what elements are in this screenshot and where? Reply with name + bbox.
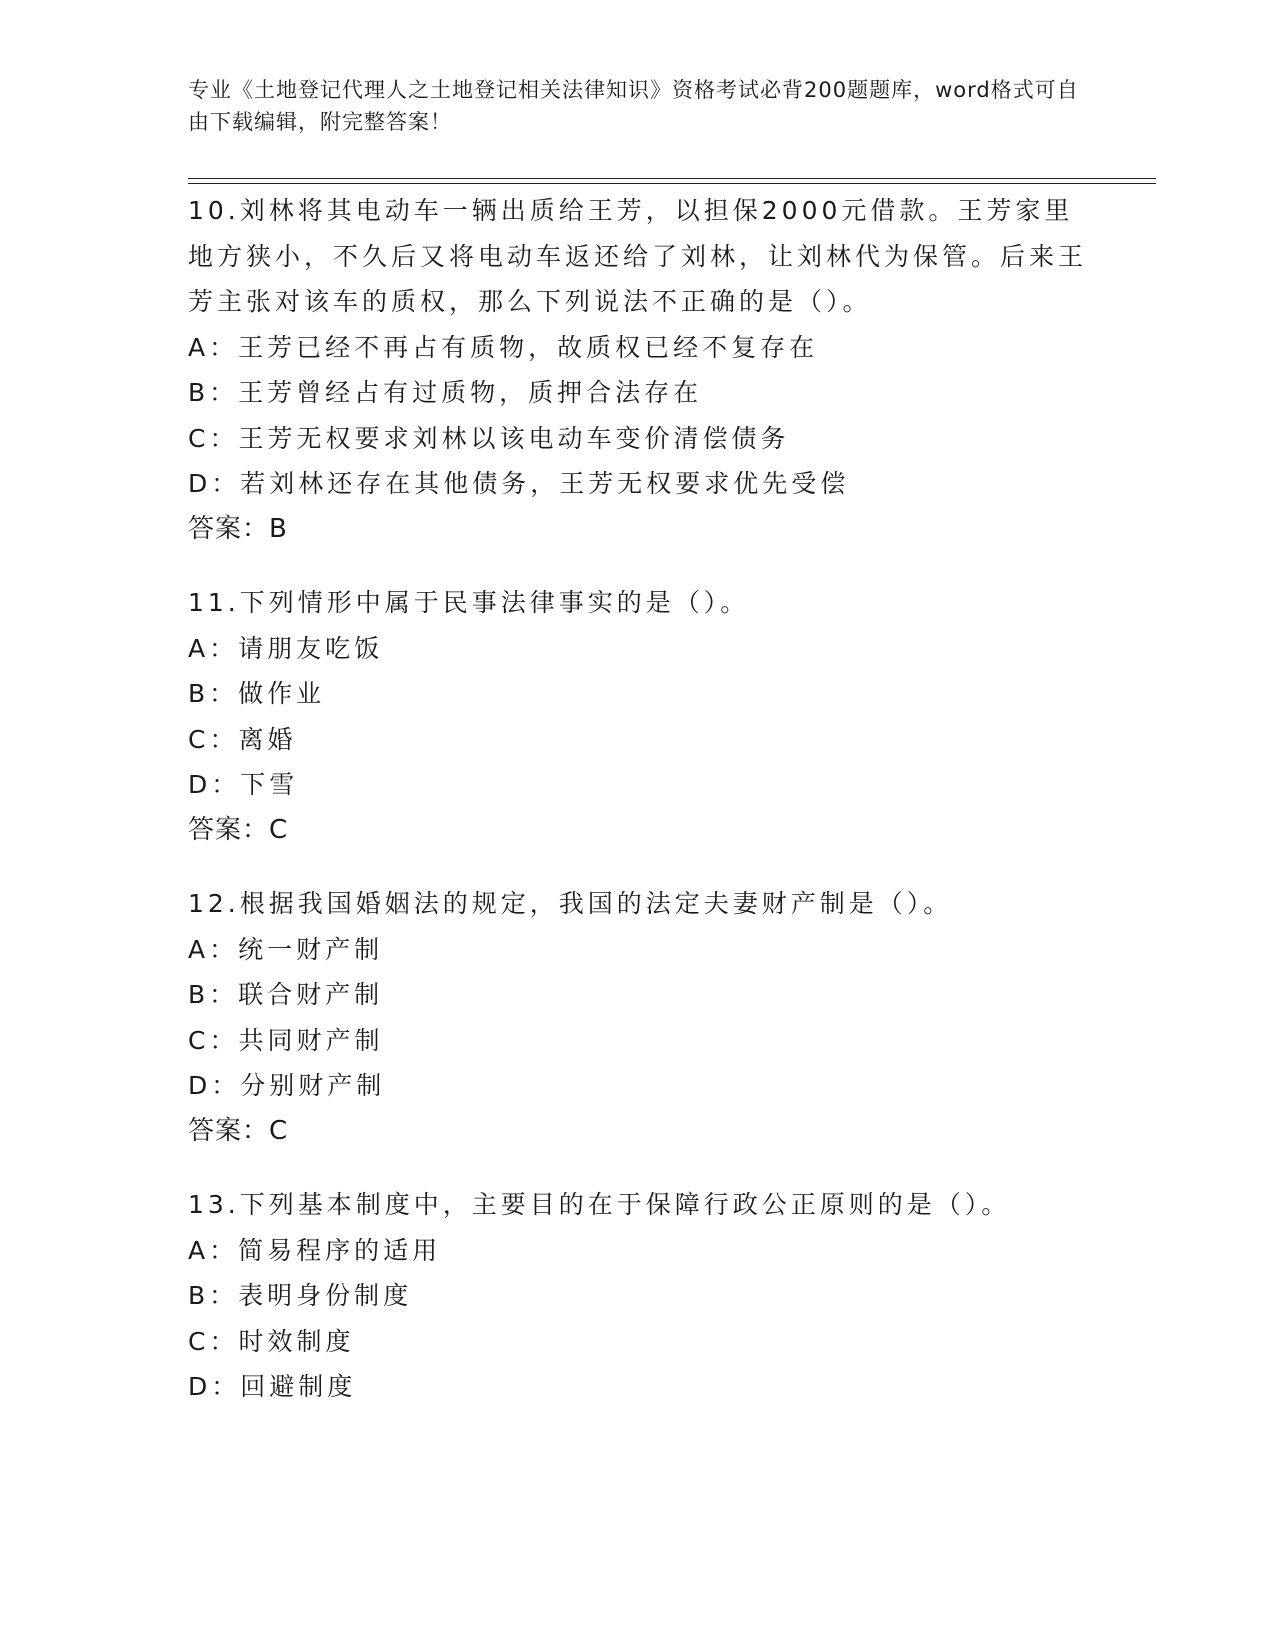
option-d: D：若刘林还存在其他债务，王芳无权要求优先受偿 xyxy=(188,469,850,498)
option-b: B：做作业 xyxy=(188,679,326,708)
question-list xyxy=(188,188,1088,1438)
option-b: B：王芳曾经占有过质物，质押合法存在 xyxy=(188,378,703,407)
option-a: A：统一财产制 xyxy=(188,934,384,964)
option-b: B：联合财产制 xyxy=(188,980,384,1009)
question-stem: 11.下列情形中属于民事法律事实的是（）。 xyxy=(188,588,750,617)
option-b: B：表明身份制度 xyxy=(188,1281,413,1310)
header-rule-top xyxy=(188,178,1156,179)
answer-line: 答案：C xyxy=(188,1115,289,1146)
option-c: C：时效制度 xyxy=(188,1326,355,1356)
option-c: C：离婚 xyxy=(188,724,297,754)
question-10 xyxy=(188,188,1088,552)
option-c: C：王芳无权要求刘林以该电动车变价清偿债务 xyxy=(188,423,790,453)
option-a: A：王芳已经不再占有质物，故质权已经不复存在 xyxy=(188,332,819,362)
option-a: A：简易程序的适用 xyxy=(188,1235,442,1265)
question-12 xyxy=(188,881,1088,1154)
question-11 xyxy=(188,580,1088,853)
option-d: D：回避制度 xyxy=(188,1372,357,1401)
option-a: A：请朋友吃饭 xyxy=(188,633,384,663)
question-stem: 10.刘林将其电动车一辆出质给王芳，以担保2000元借款。王芳家里地方狭小，不久后又将电动车返还给了刘林，让刘林代为保管。后来王芳主张对该车的质权，那么下列说法不正确的是（）。 xyxy=(188,196,1088,316)
question-13 xyxy=(188,1182,1088,1410)
answer-line: 答案：C xyxy=(188,814,289,845)
question-stem: 12.根据我国婚姻法的规定，我国的法定夫妻财产制是（）。 xyxy=(188,889,953,918)
page-header: 专业《土地登记代理人之土地登记相关法律知识》资格考试必背200题题库，word格式可自由下载编辑，附完整答案！ xyxy=(188,78,1079,134)
question-stem: 13.下列基本制度中，主要目的在于保障行政公正原则的是（）。 xyxy=(188,1190,1011,1219)
header-rule-bottom xyxy=(188,183,1156,184)
answer-line: 答案：B xyxy=(188,513,288,544)
option-d: D：分别财产制 xyxy=(188,1071,386,1100)
option-d: D：下雪 xyxy=(188,770,299,799)
option-c: C：共同财产制 xyxy=(188,1025,384,1055)
